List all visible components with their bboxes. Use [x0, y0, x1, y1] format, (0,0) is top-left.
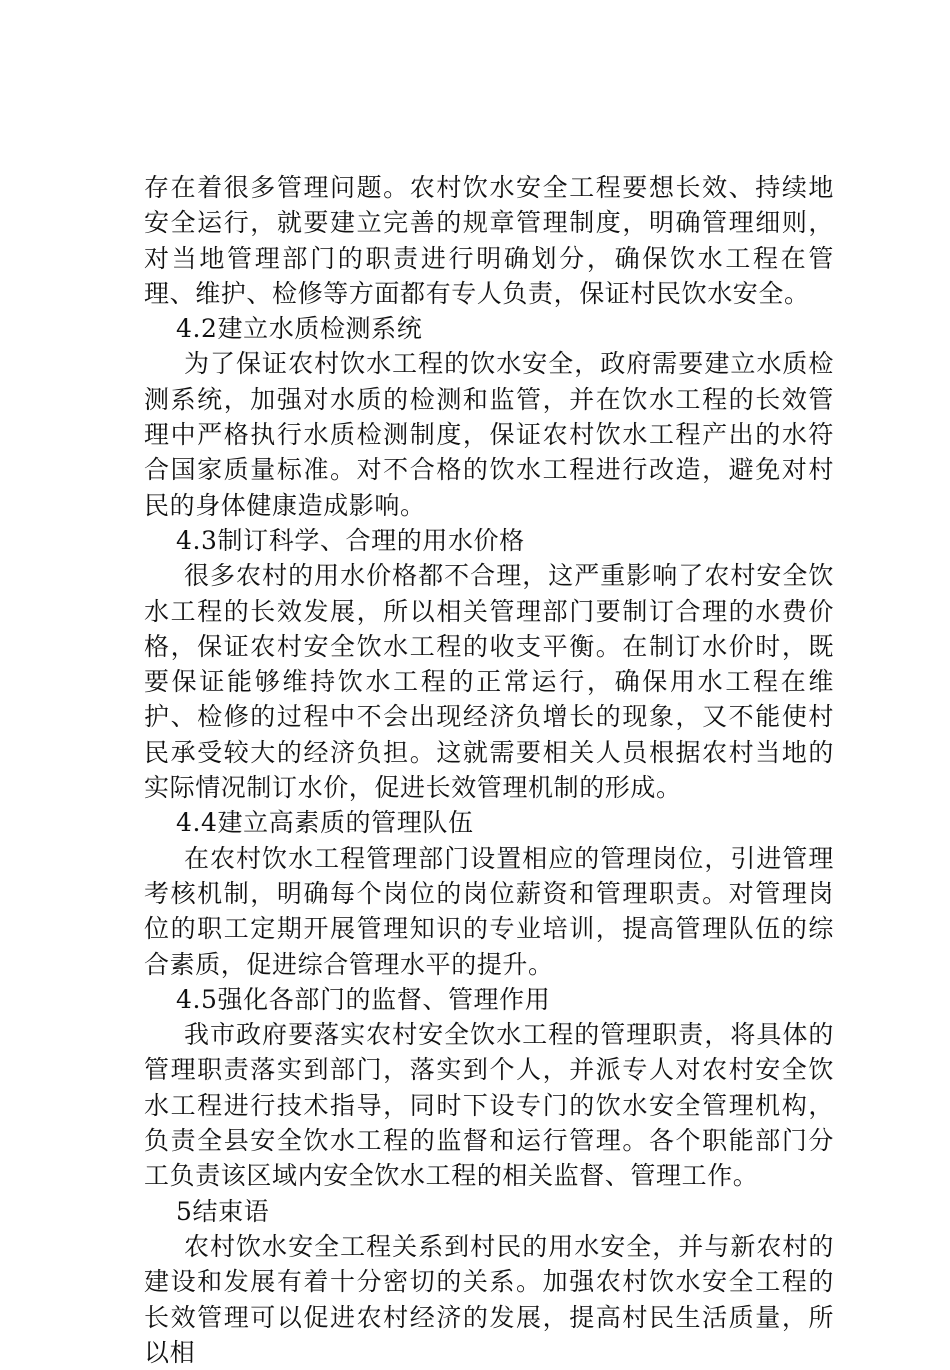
section-heading-4-5: 4.5强化各部门的监督、管理作用	[176, 984, 551, 1014]
section-heading-4-4: 4.4建立高素质的管理队伍	[176, 808, 474, 838]
section-heading-4-2: 4.2建立水质检测系统	[176, 314, 423, 344]
section-heading-5: 5结束语	[176, 1196, 270, 1226]
paragraph-supervision: 我市政府要落实农村安全饮水工程的管理职责，将具体的管理职责落实到部门，落实到个人，并派专人对农村安全饮水工程进行技术指导，同时下设专门的饮水安全管理机构，负责全县安全饮水工程的监督和运行管理。各个职能部门分工负责该区域内安全饮水工程的相关监督、管理工作。	[144, 1020, 834, 1191]
paragraph-continuation: 存在着很多管理问题。农村饮水安全工程要想长效、持续地安全运行，就要建立完善的规章管理制度，明确管理细则，对当地管理部门的职责进行明确划分，确保饮水工程在管理、维护、检修等方面都有专人负责，保证村民饮水安全。	[144, 173, 834, 308]
section-heading-4-3: 4.3制订科学、合理的用水价格	[176, 525, 525, 555]
paragraph-water-quality: 为了保证农村饮水工程的饮水安全，政府需要建立水质检测系统，加强对水质的检测和监管，并在饮水工程的长效管理中严格执行水质检测制度，保证农村饮水工程产出的水符合国家质量标准。对不合格的饮水工程进行改造，避免对村民的身体健康造成影响。	[144, 349, 834, 520]
paragraph-conclusion: 农村饮水安全工程关系到村民的用水安全，并与新农村的建设和发展有着十分密切的关系。加强农村饮水安全工程的长效管理可以促进农村经济的发展，提高村民生活质量，所以相	[144, 1231, 834, 1367]
paragraph-water-price: 很多农村的用水价格都不合理，这严重影响了农村安全饮水工程的长效发展，所以相关管理部门要制订合理的水费价格，保证农村安全饮水工程的收支平衡。在制订水价时，既要保证能够维持饮水工程的正常运行，确保用水工程在维护、检修的过程中不会出现经济负增长的现象，又不能使村民承受较大的经济负担。这就需要相关人员根据农村当地的实际情况制订水价，促进长效管理机制的形成。	[144, 561, 834, 803]
document-body	[144, 170, 834, 1370]
paragraph-management-team: 在农村饮水工程管理部门设置相应的管理岗位，引进管理考核机制，明确每个岗位的岗位薪资和管理职责。对管理岗位的职工定期开展管理知识的专业培训，提高管理队伍的综合素质，促进综合管理水平的提升。	[144, 843, 834, 979]
